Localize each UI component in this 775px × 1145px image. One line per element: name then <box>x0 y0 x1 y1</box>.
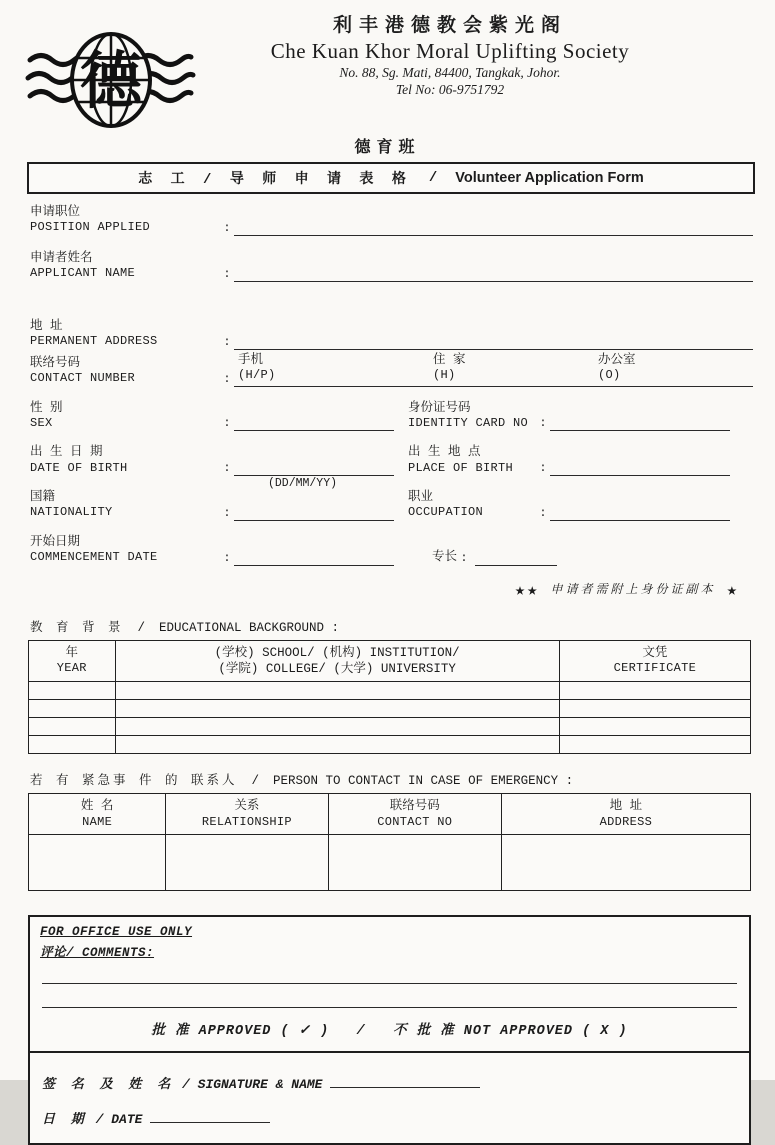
signature-separator: / <box>182 1077 190 1093</box>
class-title: 德育班 <box>354 139 421 157</box>
emergency-col-address: 地 址 ADDRESS <box>501 794 750 835</box>
org-name-english: Che Kuan Khor Moral Uplifting Society <box>270 39 630 63</box>
row-nationality-occupation <box>30 489 753 521</box>
signature-row <box>42 1073 739 1092</box>
approved-label-zh: 批 准 <box>151 1024 190 1040</box>
contact-mobile-label-en: (H/P) <box>238 367 276 382</box>
comments-line-1 <box>42 960 737 984</box>
form-body <box>30 204 753 601</box>
nationality-label-zh: 国籍 <box>30 490 56 505</box>
title-separator: / <box>428 170 438 186</box>
specialty-label: 专长 <box>432 549 458 564</box>
date-row <box>42 1108 739 1127</box>
emergency-header-row <box>29 794 751 835</box>
colon: : <box>223 334 231 349</box>
signature-label-zh: 签 名 及 姓 名 <box>42 1077 175 1093</box>
sex-field <box>234 430 394 431</box>
approval-row <box>40 1008 739 1051</box>
form-title-english: Volunteer Application Form <box>455 170 644 186</box>
emergency-heading-en: PERSON TO CONTACT IN CASE OF EMERGENCY : <box>273 774 574 789</box>
commencement-date-field <box>234 565 394 566</box>
nationality-field <box>234 520 394 521</box>
permanent-address-field <box>234 302 753 350</box>
colon: : <box>223 266 231 281</box>
education-empty-row <box>29 682 751 700</box>
row-position-applied <box>30 204 753 236</box>
emergency-col-contact: 联络号码 CONTACT NO <box>328 794 501 835</box>
row-commencement-specialty <box>30 534 753 566</box>
permanent-address-label-zh: 地 址 <box>30 318 63 333</box>
not-approved-label-en: NOT APPROVED <box>463 1024 573 1040</box>
specialty-field <box>475 565 557 566</box>
place-of-birth-label-en: PLACE OF BIRTH <box>408 460 514 475</box>
row-contact-number <box>30 350 753 387</box>
date-of-birth-label-en: DATE OF BIRTH <box>30 460 128 475</box>
education-col-year: 年 YEAR <box>29 640 116 682</box>
identity-card-field <box>550 430 730 431</box>
not-approved-checkbox-mark: ( X ) <box>582 1024 628 1040</box>
nationality-label-en: NATIONALITY <box>30 505 113 520</box>
date-field <box>150 1110 270 1123</box>
colon: : <box>223 416 231 431</box>
star-icons: ★★ <box>514 581 540 601</box>
sex-label-zh: 性 别 <box>30 400 63 415</box>
row-birth <box>30 444 753 491</box>
occupation-label-en: OCCUPATION <box>408 505 484 520</box>
office-use-box <box>28 915 751 1145</box>
colon: : <box>539 461 547 476</box>
education-heading <box>30 617 753 635</box>
contact-mobile-label-zh: 手机 <box>238 352 264 367</box>
identity-card-label-zh: 身份证号码 <box>408 400 471 415</box>
applicant-name-label-en: APPLICANT NAME <box>30 266 136 281</box>
globe-logo-icon <box>26 30 196 132</box>
applicant-name-label-zh: 申请者姓名 <box>30 250 93 265</box>
colon: : <box>539 506 547 521</box>
contact-office-label-en: (O) <box>598 367 621 382</box>
date-of-birth-label-zh: 出 生 日 期 <box>30 445 103 460</box>
colon: : <box>223 506 231 521</box>
education-header-row <box>29 640 751 682</box>
colon: : <box>223 220 231 235</box>
heading-separator: / <box>251 774 260 789</box>
colon: : <box>460 550 468 565</box>
contact-number-label-en: CONTACT NUMBER <box>30 370 136 385</box>
place-of-birth-label-zh: 出 生 地 点 <box>408 445 481 460</box>
education-col-certificate: 文凭 CERTIFICATE <box>559 640 750 682</box>
identity-card-label-en: IDENTITY CARD NO <box>408 415 529 430</box>
date-label-zh: 日 期 <box>42 1112 88 1128</box>
form-header <box>0 0 775 132</box>
colon: : <box>223 550 231 565</box>
colon: : <box>223 461 231 476</box>
office-use-title: FOR OFFICE USE ONLY <box>40 925 193 940</box>
date-separator: / <box>95 1112 104 1128</box>
contact-number-field <box>234 350 753 387</box>
date-of-birth-field <box>234 475 394 491</box>
emergency-empty-row <box>29 835 751 891</box>
society-logo <box>26 30 196 132</box>
signature-label-en: SIGNATURE & NAME <box>197 1077 323 1093</box>
date-label-en: DATE <box>111 1112 143 1128</box>
not-approved-label-zh: 不 批 准 <box>392 1024 455 1040</box>
star-icon: ★ <box>726 581 739 601</box>
org-telephone: Tel No: 06-9751792 <box>395 82 505 97</box>
row-permanent-address <box>30 302 753 350</box>
permanent-address-label-en: PERMANENT ADDRESS <box>30 334 158 349</box>
emergency-col-relationship: 关系 RELATIONSHIP <box>166 794 328 835</box>
org-address: No. 88, Sg. Mati, 84400, Tangkak, Johor. <box>339 65 561 80</box>
sex-label-en: SEX <box>30 415 53 430</box>
colon: : <box>223 371 231 386</box>
approved-checkbox-mark: ( ✓ ) <box>280 1024 330 1040</box>
form-title-chinese: 志 工 / 导 师 申 请 表 格 <box>138 172 411 188</box>
row-applicant-name <box>30 250 753 282</box>
signature-field <box>330 1075 480 1088</box>
position-applied-label-en: POSITION APPLIED <box>30 220 151 235</box>
approved-label-en: APPROVED <box>198 1024 272 1040</box>
occupation-label-zh: 职业 <box>408 490 434 505</box>
commencement-date-label-zh: 开始日期 <box>30 535 81 550</box>
contact-office-label-zh: 办公室 <box>598 352 636 367</box>
position-applied-field <box>234 235 753 236</box>
occupation-field <box>550 520 730 521</box>
org-name-chinese: 利丰港德教会紫光阁 <box>332 15 567 36</box>
education-empty-row <box>29 718 751 736</box>
emergency-heading <box>30 770 753 788</box>
ic-note-text: 申请者需附上身份证副本 <box>550 582 716 597</box>
commencement-date-label-en: COMMENCEMENT DATE <box>30 550 158 565</box>
date-format-hint: (DD/MM/YY) <box>268 477 338 491</box>
comments-line-2 <box>42 984 737 1008</box>
heading-separator: / <box>137 620 146 635</box>
row-sex-identity <box>30 400 753 432</box>
education-empty-row <box>29 736 751 754</box>
applicant-name-field <box>234 281 753 282</box>
contact-number-label-zh: 联络号码 <box>30 355 81 370</box>
emergency-col-name: 姓 名 NAME <box>29 794 166 835</box>
education-heading-en: EDUCATIONAL BACKGROUND : <box>159 620 340 635</box>
svg-text:德: 德 <box>79 50 143 121</box>
position-applied-label-zh: 申请职位 <box>30 205 81 219</box>
emergency-heading-zh: 若 有 紧急事 件 的 联系人 <box>30 774 238 789</box>
contact-home-label-zh: 住 家 <box>433 352 466 367</box>
form-title-bar <box>27 162 755 194</box>
place-of-birth-field <box>550 475 730 476</box>
education-empty-row <box>29 700 751 718</box>
education-table <box>28 640 751 755</box>
education-heading-zh: 教 育 背 景 <box>30 620 124 635</box>
approval-divider: / <box>356 1024 366 1040</box>
colon: : <box>539 416 547 431</box>
education-col-school: (学校) SCHOOL/ (机构) INSTITUTION/ (学院) COLLEGE/ (大学) UNIVERSITY <box>115 640 559 682</box>
comments-label: 评论/ COMMENTS: <box>40 946 155 961</box>
contact-home-label-en: (H) <box>433 367 456 382</box>
emergency-table <box>28 793 751 891</box>
ic-copy-note <box>30 580 739 601</box>
